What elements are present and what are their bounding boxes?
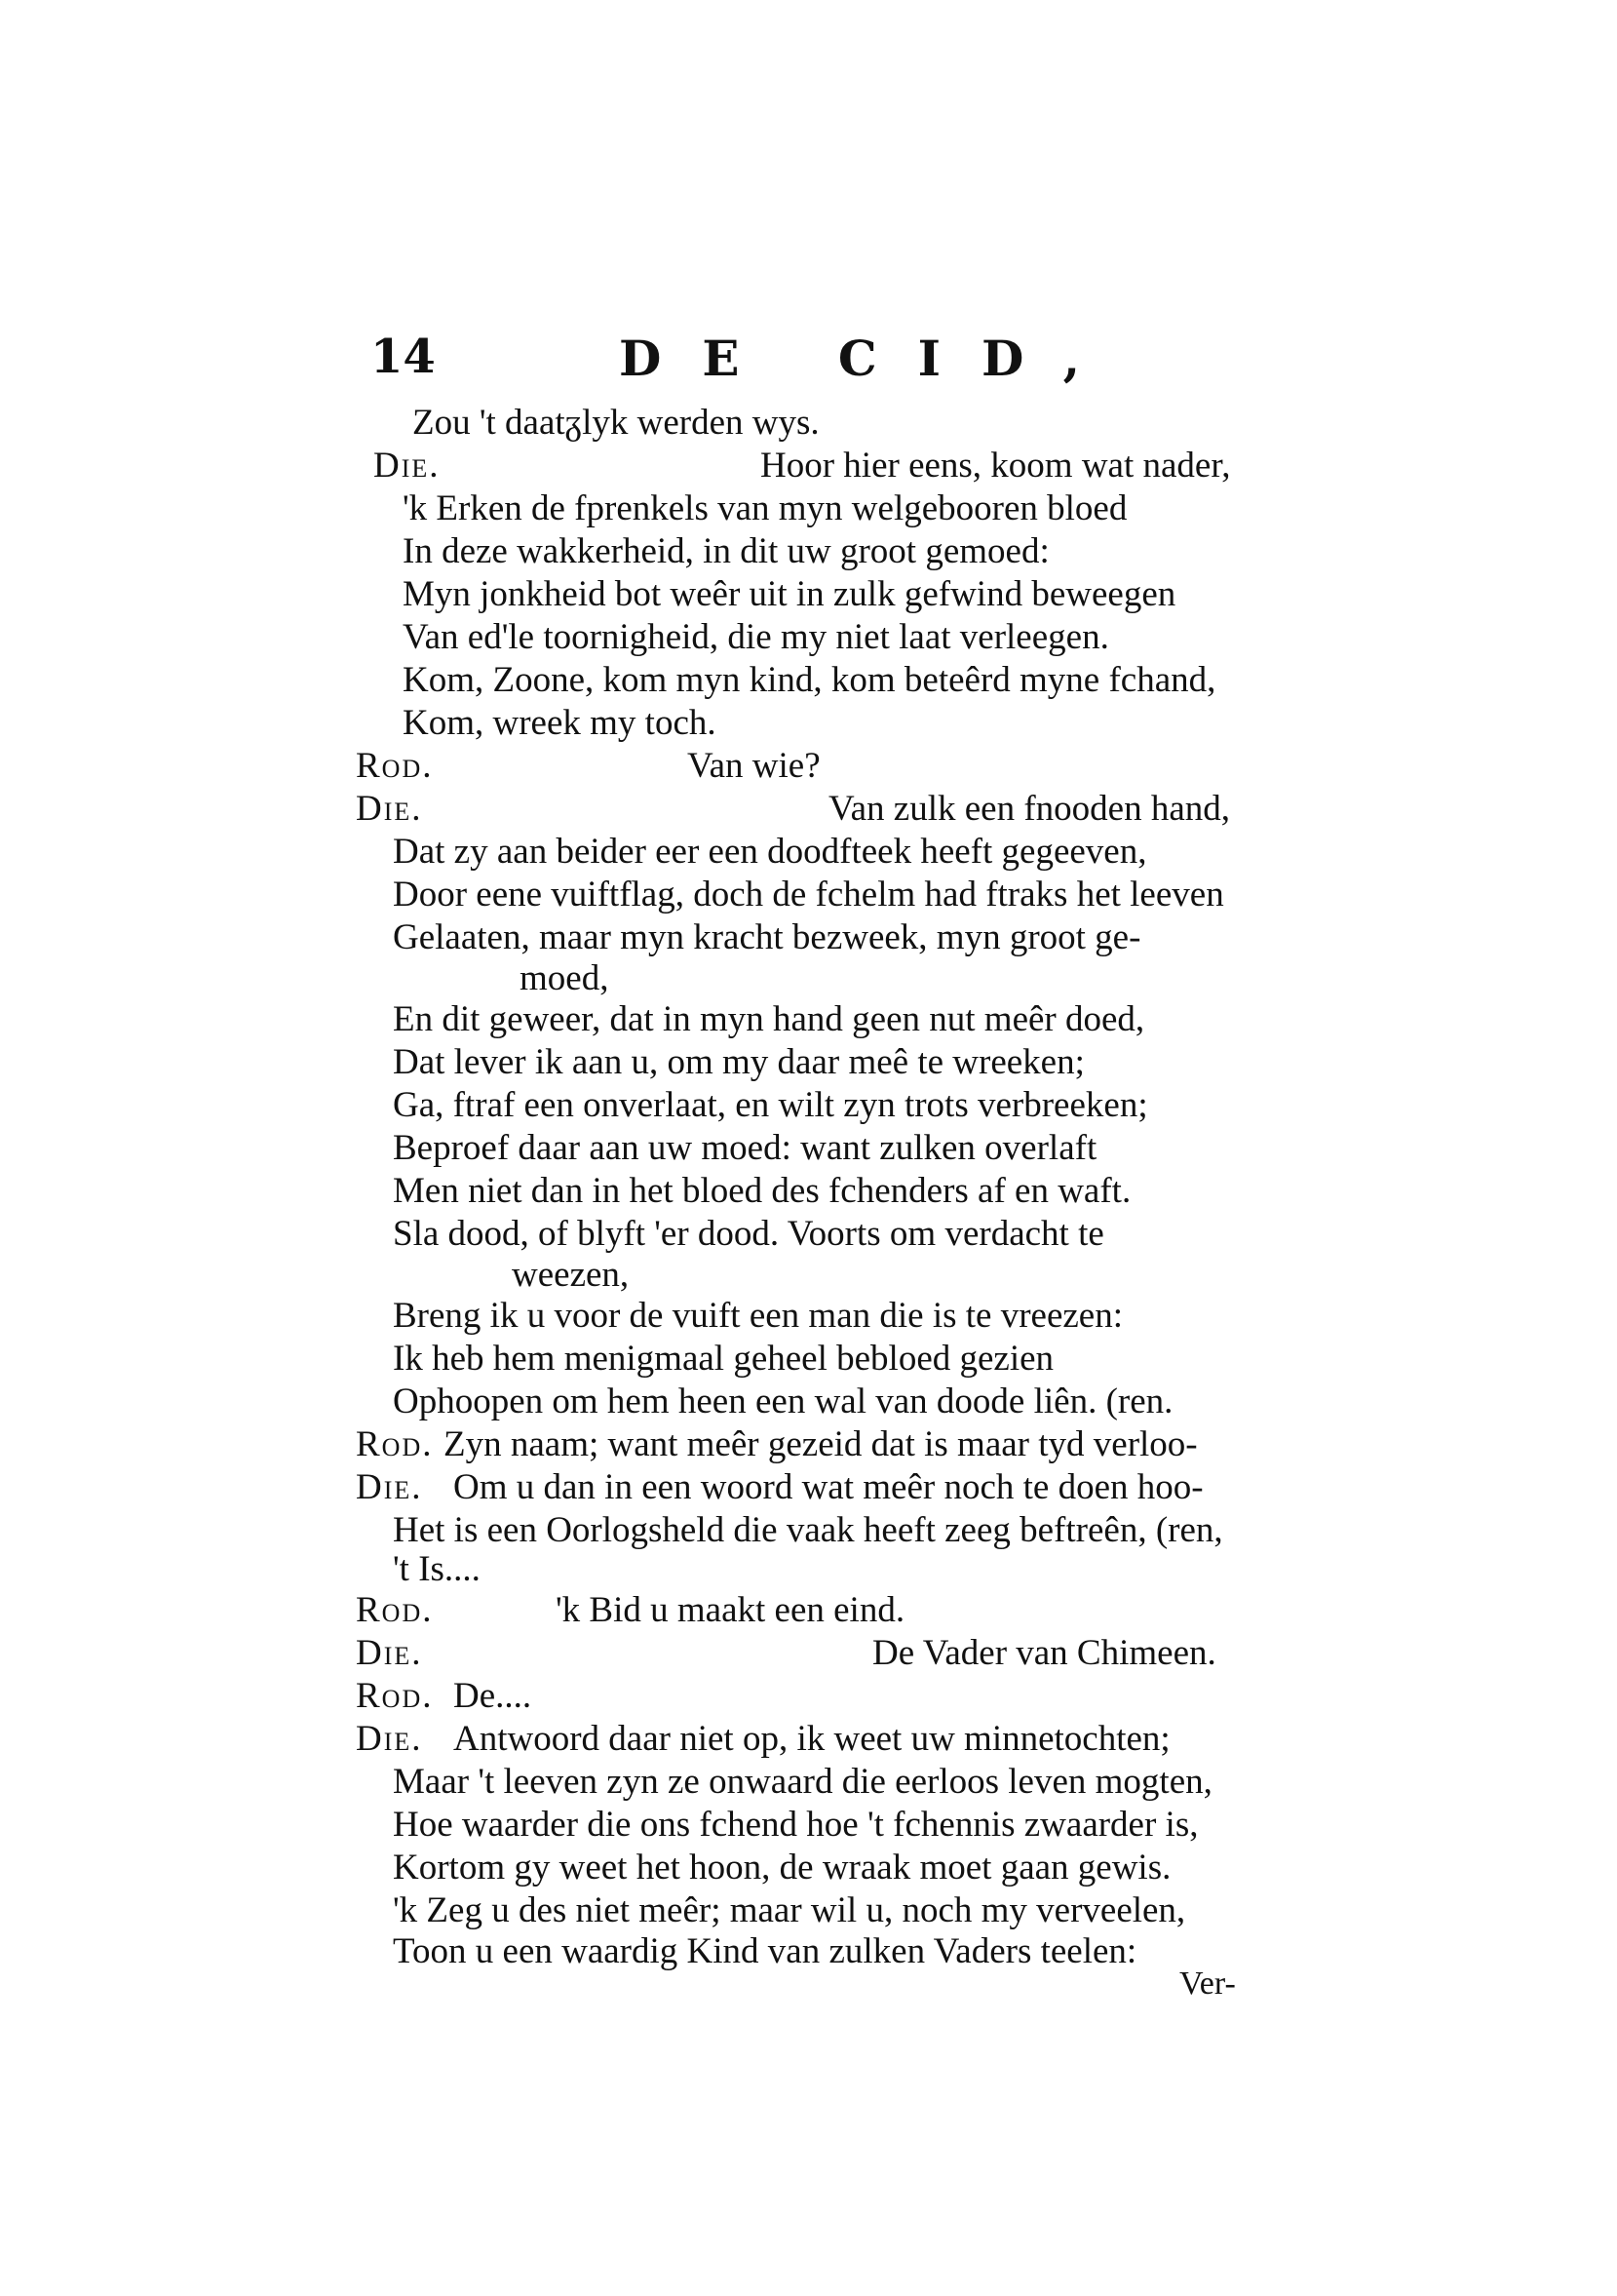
speaker-label: Rod. — [356, 1676, 434, 1716]
verse-line — [346, 1847, 1282, 1889]
speaker-label: Die. — [356, 1467, 423, 1507]
verse-text: Gelaaten, maar myn kracht bezweek, myn groot ge- — [393, 917, 1141, 957]
speaker-label: Die. — [356, 789, 423, 829]
verse-text: Maar 't leeven zyn ze onwaard die eerloos leven mogten, — [393, 1762, 1213, 1802]
verse-line — [346, 1718, 1282, 1761]
verse-text: Sla dood, of blyft 'er dood. Voorts om verdacht te — [393, 1214, 1104, 1254]
verse-line — [346, 1423, 1282, 1466]
speaker-label: Rod. — [356, 1590, 434, 1630]
verse-text: De Vader van Chimeen. — [872, 1633, 1216, 1673]
verse-line — [346, 1675, 1282, 1718]
page-header — [370, 330, 1296, 398]
speaker-label: Die. — [373, 446, 441, 486]
verse-text: Van wie? — [687, 746, 821, 786]
verse-text: Kortom gy weet het hoon, de wraak moet gaan gewis. — [393, 1848, 1172, 1887]
verse-text: Kom, Zoone, kom myn kind, kom beteêrd myne fchand, — [403, 660, 1216, 700]
verse-line — [346, 1589, 1282, 1632]
verse-line — [346, 1338, 1282, 1381]
verse-text: Hoe waarder die ons fchend hoe 't fchennis zwaarder is, — [393, 1805, 1199, 1845]
verse-text: Dat lever ik aan u, om my daar meê te wreeken; — [393, 1042, 1085, 1082]
verse-text: Door eene vuiftflag, doch de fchelm had ftraks het leeven — [393, 875, 1224, 915]
verse-line — [346, 788, 1282, 831]
verse-text: Toon u een waardig Kind van zulken Vaders teelen: — [393, 1931, 1137, 1971]
verse-line — [346, 616, 1282, 659]
catchword: Ver- — [1179, 1965, 1236, 2002]
verse-line — [346, 1889, 1282, 1932]
verse-text: 'k Erken de fprenkels van myn welgebooren bloed — [403, 488, 1128, 528]
verse-text: En dit geweer, dat in myn hand geen nut meêr doed, — [393, 999, 1145, 1039]
verse-text: moed, — [520, 958, 609, 998]
verse-line — [346, 916, 1282, 959]
verse-text: De.... — [453, 1676, 532, 1716]
verse-line — [346, 573, 1282, 616]
verse-text: 'k Zeg u des niet meêr; maar wil u, noch my verveelen, — [393, 1890, 1186, 1930]
verse-line — [346, 745, 1282, 788]
verse-line — [346, 1084, 1282, 1127]
verse-text: Het is een Oorlogsheld die vaak heeft zeeg beftreên, (ren, — [393, 1510, 1223, 1550]
verse-line — [346, 1254, 1282, 1297]
verse-line — [346, 831, 1282, 874]
verse-line — [346, 1632, 1282, 1675]
running-title: DE CID, — [619, 330, 1122, 387]
speaker-label: Rod. — [356, 1424, 434, 1464]
verse-line — [346, 1466, 1282, 1509]
verse-line — [346, 957, 1282, 1000]
verse-text: Dat zy aan beider eer een doodfteek heeft gegeeven, — [393, 832, 1147, 872]
verse-line — [346, 1548, 1282, 1591]
speaker-label: Rod. — [356, 746, 434, 786]
verse-line — [346, 445, 1282, 487]
verse-line — [346, 1804, 1282, 1847]
verse-text: Zyn naam; want meêr gezeid dat is maar tyd verloo- — [443, 1424, 1198, 1464]
verse-line — [346, 1761, 1282, 1804]
verse-line — [346, 530, 1282, 573]
verse-line — [346, 1213, 1282, 1256]
verse-line — [346, 1930, 1282, 1973]
verse-text: Van ed'le toornigheid, die my niet laat verleegen. — [403, 617, 1109, 657]
verse-line — [346, 1509, 1282, 1552]
verse-line — [346, 1381, 1282, 1423]
verse-text: Van zulk een fnooden hand, — [828, 789, 1231, 829]
verse-text: Ik heb hem menigmaal geheel bebloed gezien — [393, 1339, 1055, 1379]
verse-text: Ga, ftraf een onverlaat, en wilt zyn trots verbreeken; — [393, 1085, 1148, 1125]
verse-text: 'k Bid u maakt een eind. — [556, 1590, 905, 1630]
verse-text: Beproef daar aan uw moed: want zulken overlaft — [393, 1128, 1097, 1168]
verse-text: Zou 't daatᵹlyk werden wys. — [412, 403, 820, 443]
verse-text: Hoor hier eens, koom wat nader, — [760, 446, 1231, 486]
verse-line — [346, 487, 1282, 530]
verse-line — [346, 874, 1282, 916]
verse-text: Antwoord daar niet op, ik weet uw minnetochten; — [453, 1719, 1171, 1759]
speaker-label: Die. — [356, 1719, 423, 1759]
verse-text: Kom, wreek my toch. — [403, 703, 716, 743]
verse-text: weezen, — [512, 1255, 630, 1295]
verse-line — [346, 1295, 1282, 1338]
verse-text: Breng ik u voor de vuift een man die is te vreezen: — [393, 1296, 1123, 1336]
verse-line — [346, 1041, 1282, 1084]
verse-text: In deze wakkerheid, in dit uw groot gemoed: — [403, 531, 1050, 571]
verse-text: Om u dan in een woord wat meêr noch te doen hoo- — [453, 1467, 1204, 1507]
verse-line — [346, 702, 1282, 745]
verse-line — [346, 998, 1282, 1041]
verse-line — [346, 1127, 1282, 1170]
verse-line — [346, 659, 1282, 702]
page-number: 14 — [370, 330, 436, 384]
verse-text: Men niet dan in het bloed des fchenders af en waft. — [393, 1171, 1132, 1211]
verse-text: Ophoopen om hem heen een wal van doode liên. (ren. — [393, 1381, 1174, 1421]
verse-line — [346, 1170, 1282, 1213]
verse-text: Myn jonkheid bot weêr uit in zulk gefwind beweegen — [403, 574, 1176, 614]
verse-text: 't Is.... — [393, 1549, 481, 1589]
speaker-label: Die. — [356, 1633, 423, 1673]
verse-line — [346, 402, 1282, 445]
